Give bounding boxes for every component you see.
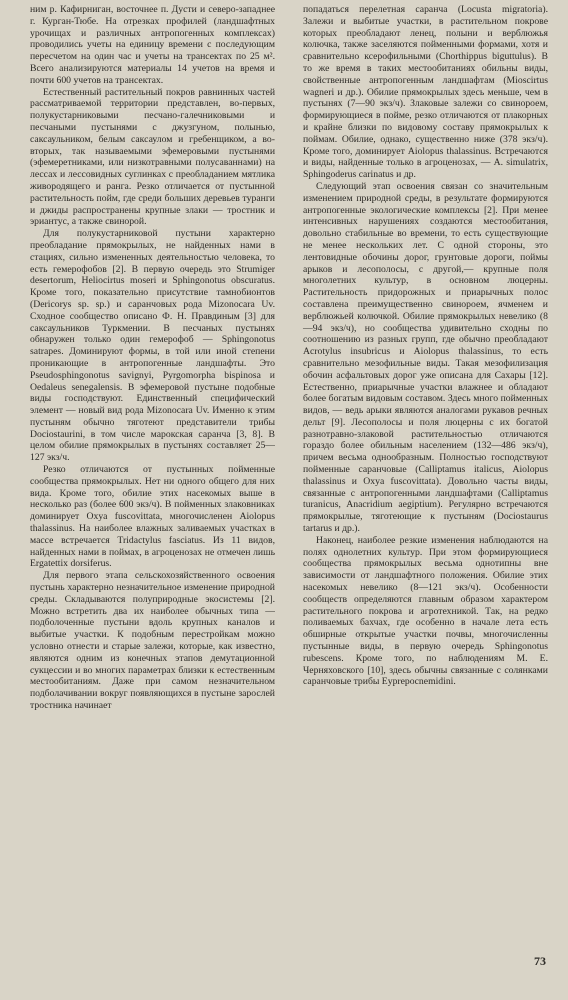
paragraph: Следующий этап освоения связан со значительным изменением природной среды, в результате формируются антропогенные экологические комплексы [2]. При менее интенсивных нарушениях создаются местообитания, довольно стабильные во времени, то есть существующие не менее нескольких лет. С одной стороны, это лентовидные обочины дорог, грунтовые дороги, поймы арыков и лесополосы, с другой,— крупные поля многолетних культур, в основном люцерны. Растительность придорожных и приарычных полос составлена преимущественно свинороем, ячменем и верблюжьей колючкой. Обилие прямокрылых невелико (8—94 экз/ч), но сообщества удивительно сходны по соотношению из разных групп, где обычно преобладают Acrotylus insubricus и Aiolopus thalassinus, то есть сравнительно мезофильные виды. Такая мезофилизация обочин асфальтовых дорог уже описана для Сахары [12]. Естественно, приарычные участки влажнее и обладают более богатым видовым составом. Здесь много пойменных видов, — ведь арыки являются аналогами рукавов речных дельт [9]. Лесополосы и поля люцерны с их богатой разнотравно-злаковой растительностью отличаются гораздо более обильным населением (132—486 экз/ч), причем весьма однообразным. Полностью господствуют пойменные саранчовые (Calliptamus italicus, Aiolopus thalassinus и Oxya fuscovittata). Довольно часты виды, связанные с антропогенными ландшафтами (Calliptamus turanicus, Anacridium aegiptium). Регулярно встречаются прямокрылые, тяготеющие к пустыням (Dociostaurus tartarus и др.).: [303, 180, 548, 535]
paragraph: Естественный растительный покров равнинных частей рассматриваемой территории представлен, во-первых, полукустарниковыми песчано-галечниковыми и песчаными пустынями с джузгуном, полынью, саксаульником, белым саксаулом и гребенщиком, а во-вторых, так называемыми эфемеровыми пустынями (эфемеретниками, или низкотравными полусаваннами) на лессах и лессовидных суглинках с преобладанием мятлика живородящего и ранга. Резко отличается от пустынной растительность пойм, где среди больших деревьев туранги и джиды распространены крупные злаки — тростник и эриантус, а также свинорой.: [30, 86, 275, 228]
paragraph: Резко отличаются от пустынных пойменные сообщества прямокрылых. Нет ни одного общего для них вида. Кроме того, обилие этих насекомых выше в несколько раз (более 600 экз/ч). В пойменных злаковниках доминирует Oxya fuscovittata, многочисленен Aiolopus thalassinus. На наиболее влажных заливаемых участках в массе встречается Tridactylus fasciatus. Из 11 видов, найденных нами в поймах, в агроценозах не отмечен лишь Ergatettix dorsiferus.: [30, 464, 275, 570]
text-columns: [30, 4, 548, 712]
left-column: [30, 4, 275, 712]
paragraph: Для первого этапа сельскохозяйственного освоения пустынь характерно незначительное изменение природной среды. Складываются полуприродные экосистемы [2]. Можно встретить два их наиболее обычных типа — подболоченные пустыни вдоль крупных каналов и выбитые участки. К подобным перестройкам можно условно отнести и старые залежи, которые, как известно, являются одним из конечных этапов демутационной сукцессии и во многих параметрах близки к естественным местообитаниям. Даже при самом незначительном подболачивании вокруг появляющихся в пустыне зарослей тростника начинает: [30, 570, 275, 712]
page-number: 73: [534, 954, 546, 968]
paragraph: Для полукустарниковой пустыни характерно преобладание прямокрылых, не найденных нами в стациях, сильно измененных деятельностью человека, то есть гемерофобов [2]. В первую очередь это Strumiger desertorum, Heliocirtus moseri и Sphingonotus obscuratus. Кроме того, показательно присутствие тамнобионтов (Dericorys sp. sp.) и саранчовых рода Mizonocara Uv. Сходное сообщество описано Ф. Н. Правдиным [3] для саксаульников Туркмении. В песчаных пустынях обнаружен только один гемерофоб — Sphingonotus satrapes. Доминируют формы, в той или иной степени проникающие в антропогенные ландшафты. Это Pseudosphingonotus savignyi, Pyrgomorpha bispinosa и Oedaleus senegalensis. В эфемеровой пустыне подобные виды господствуют. Единственный специфический элемент — новый вид рода Mizonocara Uv. Именно к этим пустыням обычно тяготеют представители трибы Dociostaurini, в том числе марокская саранча [3, 8]. В целом обилие прямокрылых в пустынях составляет 25—127 экз/ч.: [30, 228, 275, 464]
paragraph: ним р. Кафирниган, восточнее п. Дусти и северо-западнее г. Курган-Тюбе. На отрезках профилей (ландшафтных урочищах и различных антропогенных комплексах) проводились учеты на единицу времени с последующим пересчетом на один час и учеты на трансектах по 25 м². Всего анализируются материалы 14 учетов на время и почти 600 учетов на трансектах.: [30, 4, 275, 86]
paragraph: попадаться перелетная саранча (Locusta migratoria). Залежи и выбитые участки, в растительном покрове которых преобладают ленец, полыни и верблюжья колючка, также заселяются пойменными формами, хотя и сравнительно ксерофильными (Chorthippus biguttulus). В то же время в таких местообитаниях обильны виды, свойственные антропогенным ландшафтам (Mioscirtus wagneri и др.). Обилие прямокрылых здесь меньше, чем в пустынях (7—90 экз/ч). Злаковые залежи со свинороем, формирующиеся в пойме, резко отличаются от плакорных и крайне близки по видовому составу прямокрылых к поймам. Обилие, однако, существенно ниже (378 экз/ч). Кроме того, доминирует Aiolopus thalassinus. Встречаются и виды, найденные только в агроценозах, — A. simulatrix, Sphingoderus carinatus и др.: [303, 4, 548, 181]
paragraph: Наконец, наиболее резкие изменения наблюдаются на полях однолетних культур. При этом формирующиеся сообщества прямокрылых весьма однотипны вне зависимости от ландшафтного положения. Обилие этих насекомых невелико (8—121 экз/ч). Особенности сообществ определяются главным образом характером растительного покрова и агротехникой. Так, на редко поливаемых бахчах, где особенно в начале лета есть обширные открытые участки почвы, многочисленны пустынные виды, в первую очередь Sphingonotus rubescens. Кроме того, по наблюдениям М. Е. Черняховского [10], здесь обычны связанные с солянками саранчовые трибы Eyprepocnemidini.: [303, 534, 548, 688]
right-column: [303, 4, 548, 688]
